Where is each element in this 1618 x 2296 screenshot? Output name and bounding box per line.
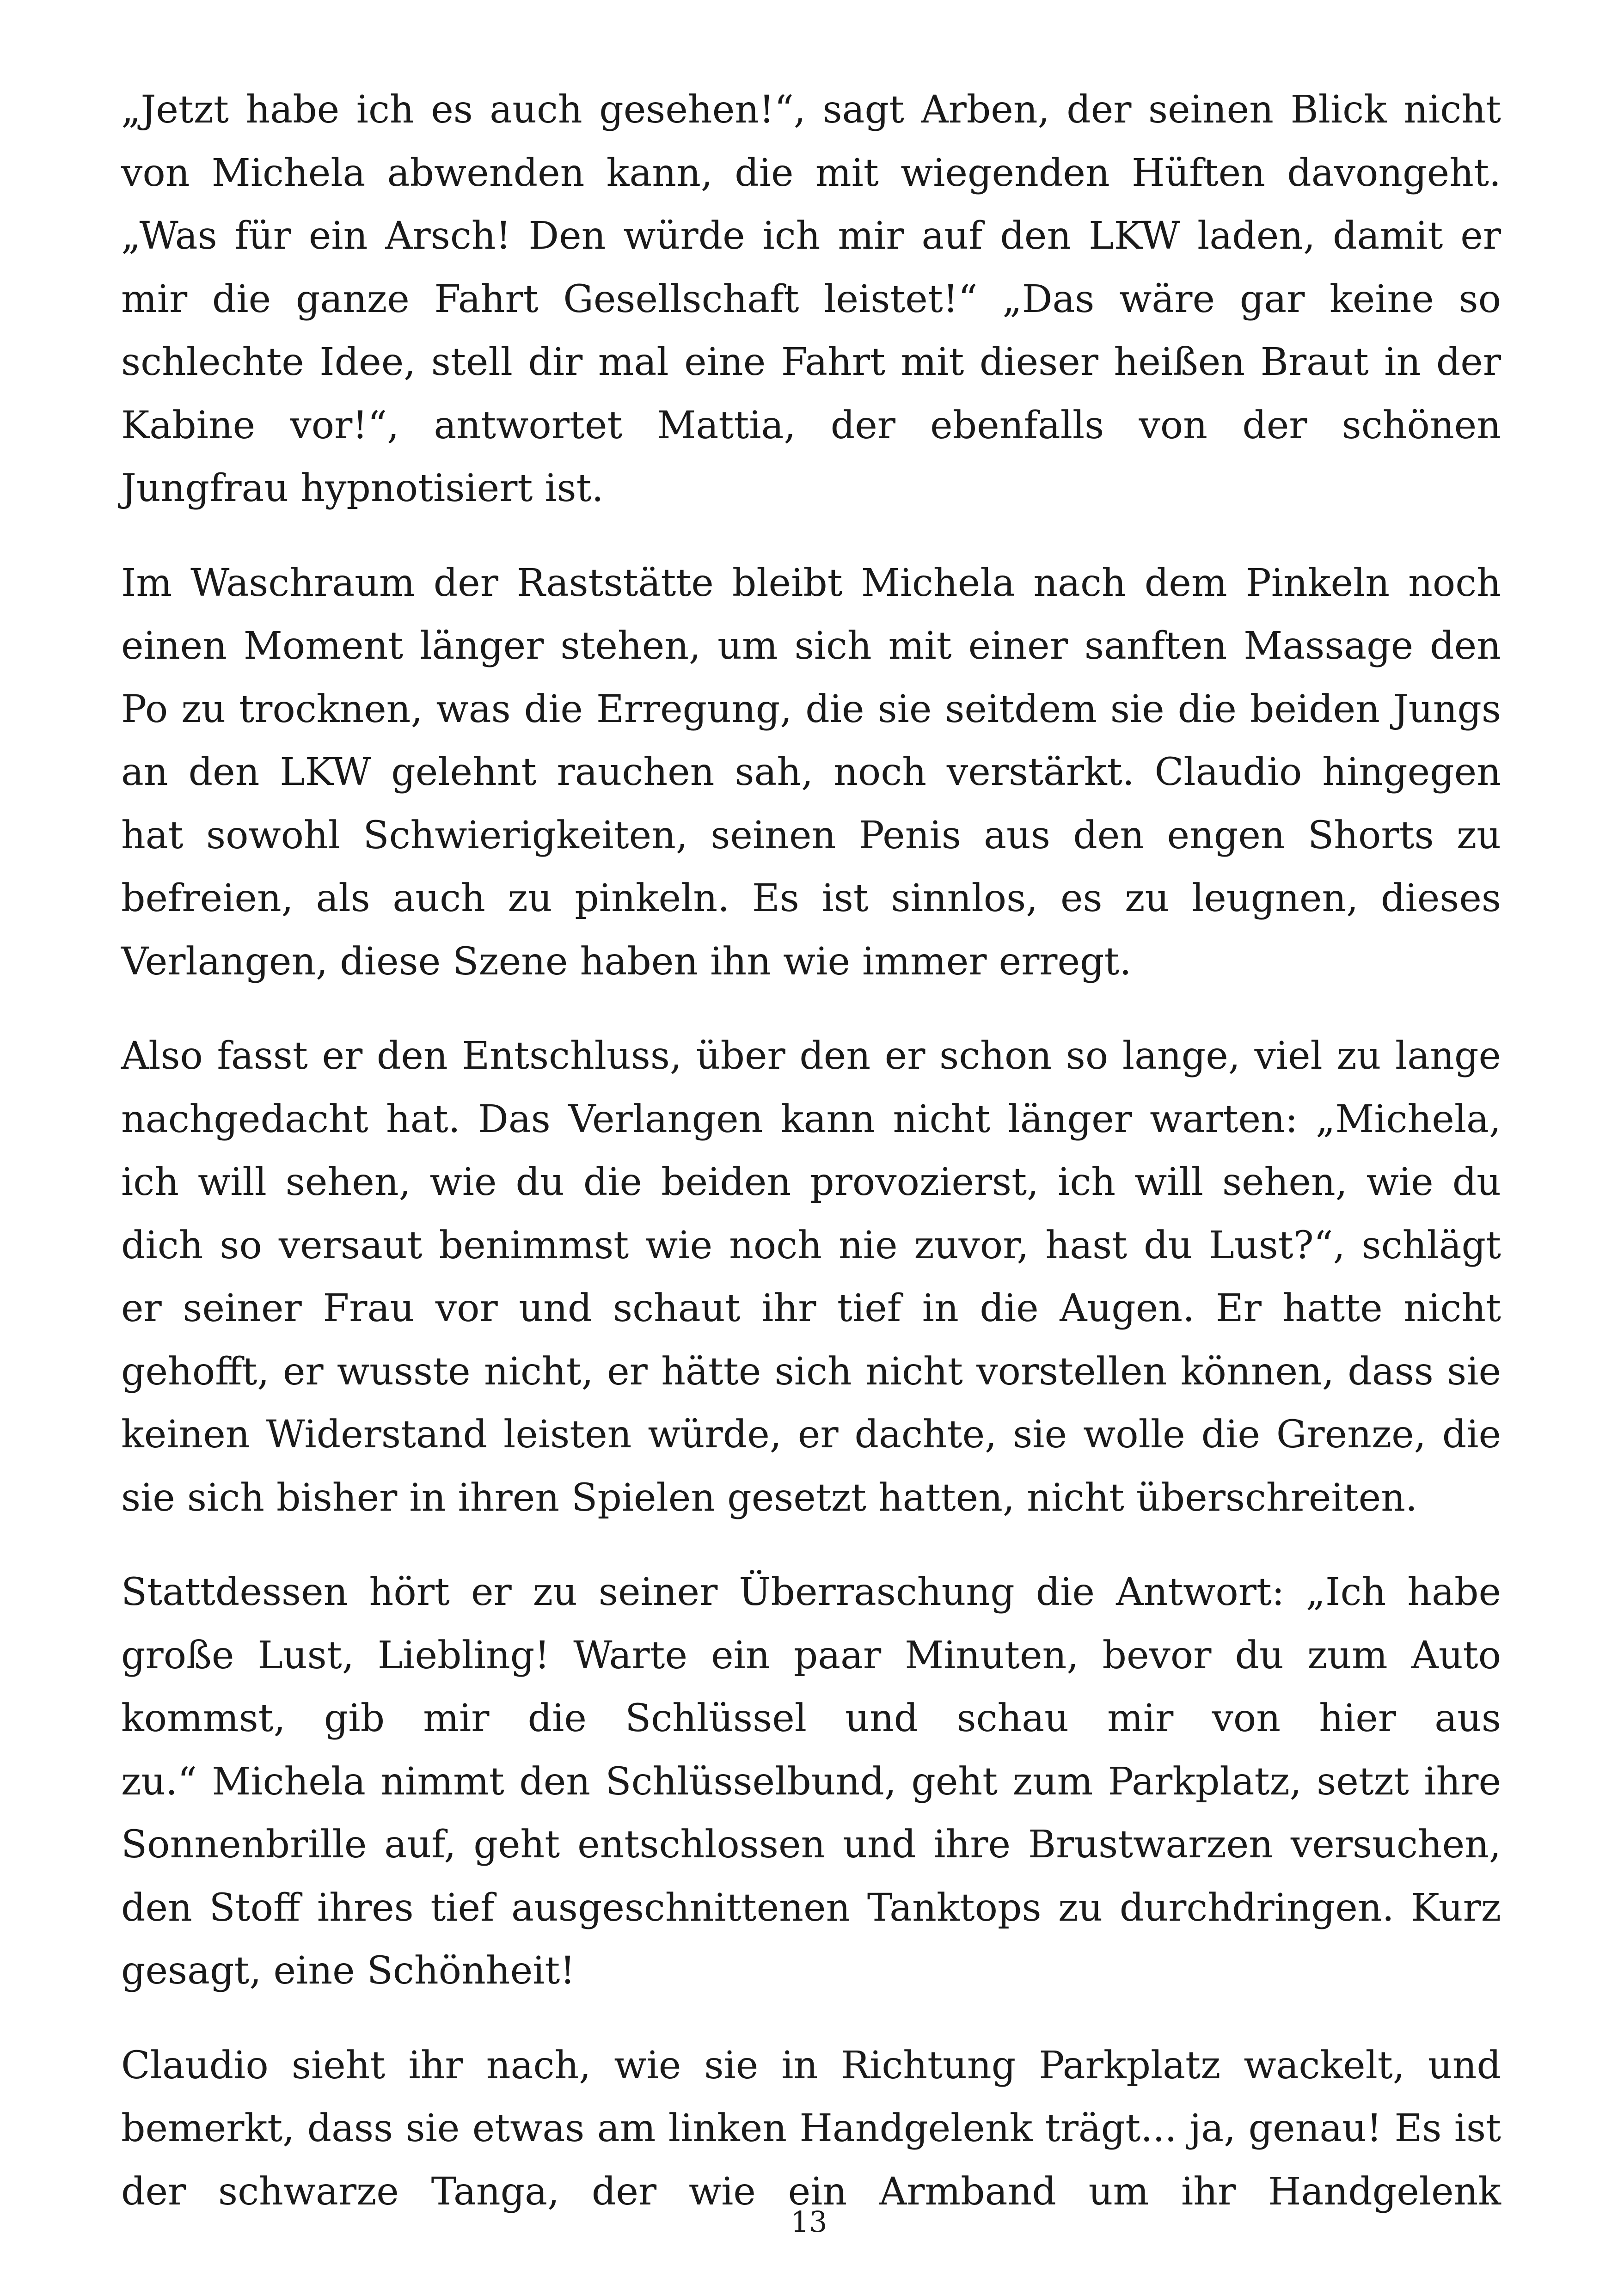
text-line: Stattdessen hört er zu seiner Überraschung die Antwort: „Ich habe (121, 1570, 1501, 1614)
text-line: Verlangen, diese Szene haben ihn wie immer erregt. (121, 939, 1132, 984)
text-line: gehofft, er wusste nicht, er hätte sich nicht vorstellen können, dass sie (121, 1349, 1501, 1394)
text-line: kommst, gib mir die Schlüssel und schau mir von hier aus (121, 1696, 1501, 1740)
text-line: hat sowohl Schwierigkeiten, seinen Penis aus den engen Shorts zu (121, 813, 1501, 857)
text-line: große Lust, Liebling! Warte ein paar Minuten, bevor du zum Auto (121, 1633, 1501, 1678)
text-line: mir die ganze Fahrt Gesellschaft leistet!“ „Das wäre gar keine so (121, 277, 1501, 321)
text-line: nachgedacht hat. Das Verlangen kann nicht länger warten: „Michela, (121, 1097, 1501, 1141)
text-line: der schwarze Tanga, der wie ein Armband um ihr Handgelenk (121, 2169, 1501, 2214)
text-line: dich so versaut benimmst wie noch nie zuvor, hast du Lust?“, schlägt (121, 1223, 1501, 1267)
text-line: Kabine vor!“, antwortet Mattia, der ebenfalls von der schönen (121, 403, 1501, 447)
text-line: Jungfrau hypnotisiert ist. (121, 466, 604, 510)
text-line: sie sich bisher in ihren Spielen gesetzt hatten, nicht überschreiten. (121, 1476, 1418, 1520)
text-line: einen Moment länger stehen, um sich mit einer sanften Massage den (121, 624, 1501, 668)
text-line: ich will sehen, wie du die beiden provozierst, ich will sehen, wie du (121, 1160, 1501, 1204)
text-line: Claudio sieht ihr nach, wie sie in Richtung Parkplatz wackelt, und (121, 2043, 1501, 2088)
text-line: „Jetzt habe ich es auch gesehen!“, sagt Arben, der seinen Blick nicht (121, 88, 1501, 132)
text-line: von Michela abwenden kann, die mit wiegenden Hüften davongeht. (121, 151, 1501, 195)
text-line: „Was für ein Arsch! Den würde ich mir auf den LKW laden, damit er (121, 214, 1501, 258)
text-line: gesagt, eine Schönheit! (121, 1949, 576, 1993)
text-line: zu.“ Michela nimmt den Schlüsselbund, geht zum Parkplatz, setzt ihre (121, 1759, 1501, 1804)
paragraph (121, 1025, 1501, 1530)
text-line: bemerkt, dass sie etwas am linken Handgelenk trägt... ja, genau! Es ist (121, 2106, 1501, 2150)
paragraph (121, 2034, 1501, 2224)
text-line: an den LKW gelehnt rauchen sah, noch verstärkt. Claudio hingegen (121, 750, 1501, 794)
body-text (121, 79, 1501, 2223)
text-line: Po zu trocknen, was die Erregung, die sie seitdem sie die beiden Jungs (121, 687, 1501, 731)
text-line: Sonnenbrille auf, geht entschlossen und ihre Brustwarzen versuchen, (121, 1823, 1501, 1867)
text-line: schlechte Idee, stell dir mal eine Fahrt mit dieser heißen Braut in der (121, 340, 1501, 384)
text-line: den Stoff ihres tief ausgeschnittenen Tanktops zu durchdringen. Kurz (121, 1886, 1501, 1930)
paragraph (121, 1561, 1501, 2003)
paragraph (121, 79, 1501, 520)
text-line: Im Waschraum der Raststätte bleibt Michela nach dem Pinkeln noch (121, 561, 1501, 605)
text-line: befreien, als auch zu pinkeln. Es ist sinnlos, es zu leugnen, dieses (121, 876, 1501, 920)
text-line: Also fasst er den Entschluss, über den er schon so lange, viel zu lange (121, 1034, 1501, 1078)
page-number: 13 (791, 2205, 827, 2239)
paragraph (121, 552, 1501, 994)
text-line: er seiner Frau vor und schaut ihr tief in die Augen. Er hatte nicht (121, 1286, 1501, 1330)
text-line: keinen Widerstand leisten würde, er dachte, sie wolle die Grenze, die (121, 1413, 1501, 1457)
